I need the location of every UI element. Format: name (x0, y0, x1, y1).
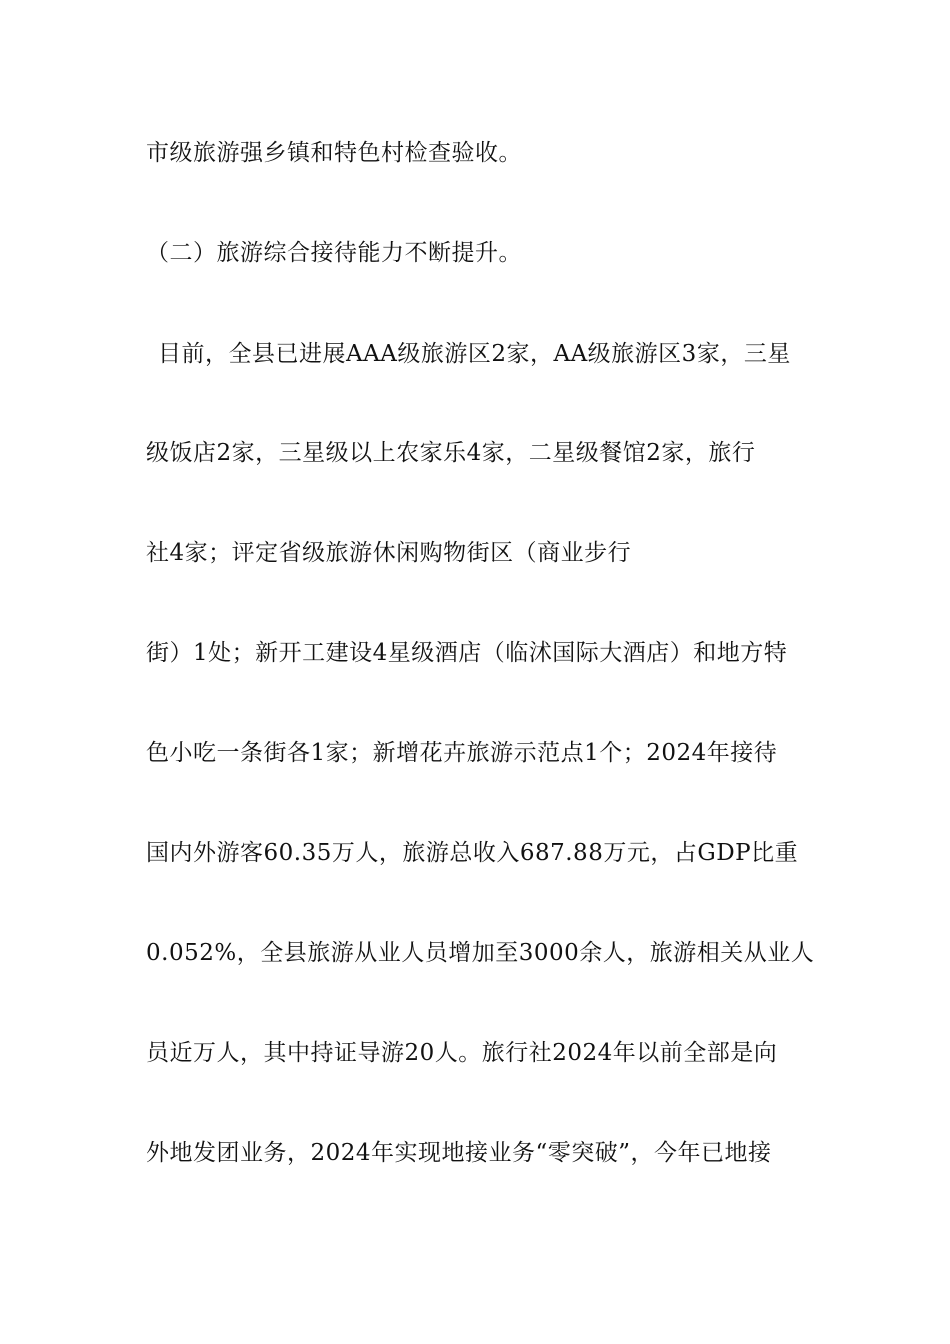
paragraph-line: 员近万人，其中持证导游20人。旅行社2024年以前全部是向 (146, 1040, 778, 1066)
paragraph-line: 0.052%，全县旅游从业人员增加至3000余人，旅游相关从业人 (146, 940, 815, 966)
paragraph-line: 目前，全县已进展AAA级旅游区2家，AA级旅游区3家，三星 (158, 341, 791, 367)
paragraph-line: 街）1处；新开工建设4星级酒店（临沭国际大酒店）和地方特 (146, 640, 788, 666)
section-heading: （二）旅游综合接待能力不断提升。 (146, 240, 522, 266)
paragraph-line: 社4家；评定省级旅游休闲购物街区（商业步行 (146, 540, 632, 566)
paragraph-line: 市级旅游强乡镇和特色村检查验收。 (146, 140, 522, 166)
paragraph-line: 外地发团业务，2024年实现地接业务“零突破”，今年已地接 (146, 1140, 772, 1166)
paragraph-line: 级饭店2家，三星级以上农家乐4家，二星级餐馆2家，旅行 (146, 440, 756, 466)
paragraph-line: 国内外游客60.35万人，旅游总收入687.88万元，占GDP比重 (146, 840, 799, 866)
paragraph-line: 色小吃一条街各1家；新增花卉旅游示范点1个；2024年接待 (146, 740, 778, 766)
